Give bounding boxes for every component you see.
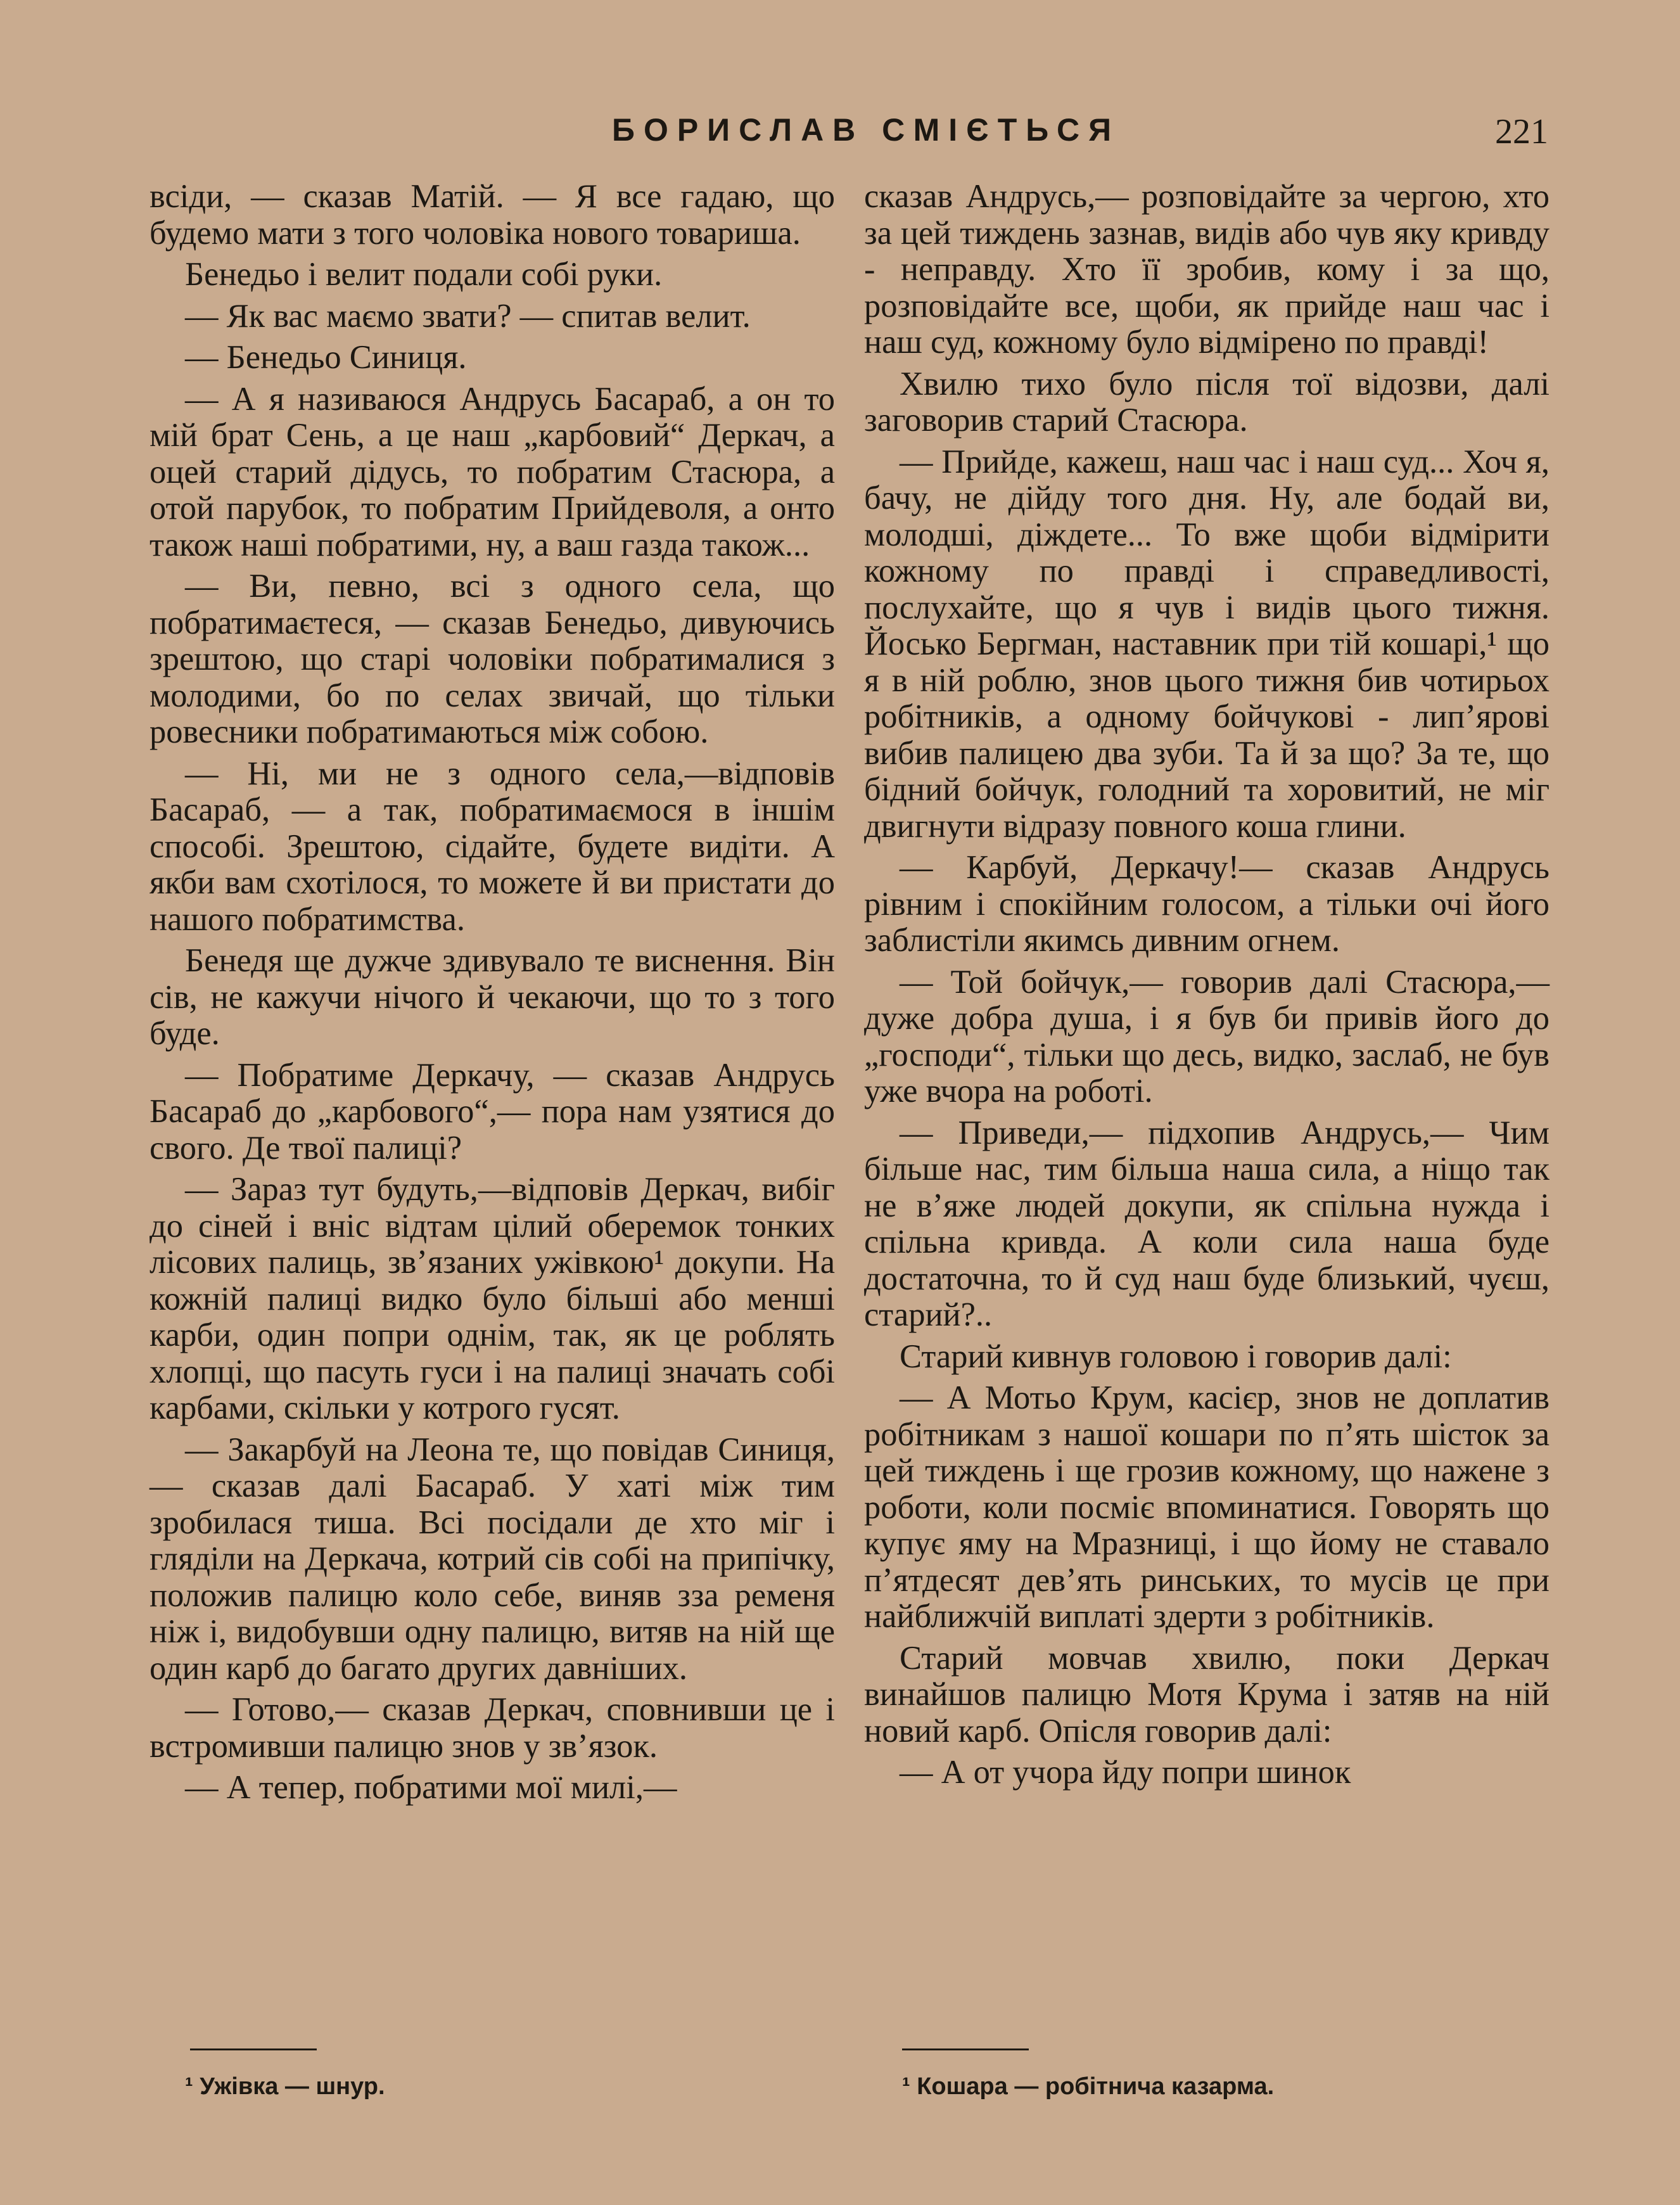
paragraph: — Карбуй, Деркачу!— сказав Андрусь рівним і спокійним голосом, а тільки очі його заблистіли якимсь дивним огнем. bbox=[864, 849, 1550, 959]
paragraph: Хвилю тихо було після тої відозви, далі заговорив старий Стасюра. bbox=[864, 365, 1550, 438]
paragraph: — А тепер, побратими мої милі,— bbox=[185, 1769, 677, 1806]
paragraph: — Бенедьо Синиця. bbox=[185, 339, 467, 376]
paragraph: сказав Андрусь,— розповідайте за чергою, хто за цей тиждень зазнав, видів або чув яку кривду - неправду. Хто її зробив, кому і за що, розповідайте все, щоби, як прийде наш час і наш суд, кожному було відмірено по правді! bbox=[864, 178, 1550, 361]
paragraph: Бенедьо і велит подали собі руки. bbox=[185, 256, 663, 293]
footnote-divider bbox=[902, 2048, 1029, 2050]
paragraph: — Той бойчук,— говорив далі Стасюра,— дуже добра душа, і я був би привів його до „господи“, тільки що десь, видко, заслаб, не був уже вчора на роботі. bbox=[864, 963, 1550, 1109]
paragraph: — Як вас маємо звати? — спитав велит. bbox=[185, 297, 751, 335]
paragraph: — Закарбуй на Леона те, що повідав Синиця,— сказав далі Басараб. У хаті між тим зробилася тиша. Всі посідали де хто міг і гляділи на Деркача, котрий сів собі на припічку, положив палицю коло себе, виняв зза ременя ніж і, видобувши одну палицю, витяв на ній ще один карб до багато других давніших. bbox=[150, 1431, 835, 1687]
paragraph: — А от учора йду попри шинок bbox=[900, 1754, 1351, 1791]
paragraph: — Готово,— сказав Деркач, сповнивши це і встромивши палицю знов у зв’язок. bbox=[150, 1691, 835, 1765]
paragraph: — Ви, певно, всі з одного села, що побратимаєтеся, — сказав Бенедьо, дивуючись зрештою, що старі чоловіки побратималися з молодими, бо по селах звичай, що тільки ровесники побратимаються між собою. bbox=[150, 568, 835, 750]
footnote-right: ¹ Кошара — робітнича казарма. bbox=[902, 2073, 1275, 2100]
paragraph: всіди, — сказав Матій. — Я все гадаю, що будемо мати з того чоловіка нового товариша. bbox=[150, 178, 835, 252]
page-header bbox=[150, 112, 1548, 162]
footnote-divider bbox=[190, 2048, 317, 2050]
footnote-left: ¹ Ужівка — шнур. bbox=[185, 2073, 385, 2100]
paragraph: — Зараз тут будуть,—відповів Деркач, вибіг до сіней і вніс відтам цілий оберемок тонких лісових палиць, зв’язаних ужівкою¹ докупи. На кожній палиці видко було більші або менші карби, один попри однім, так, як це роблять хлопці, що пасуть гуси і на палиці значать собі карбами, скільки у котрого гусят. bbox=[150, 1171, 835, 1426]
left-text-column bbox=[150, 179, 835, 1812]
running-title: БОРИСЛАВ СМІЄТЬСЯ bbox=[612, 112, 1121, 148]
paragraph: Старий кивнув головою і говорив далі: bbox=[900, 1338, 1452, 1375]
paragraph: — Ні, ми не з одного села,—відповів Басараб, — а так, побратимаємося в іншім способі. Зрештою, сідайте, будете видіти. А якби вам схотілося, то можете й ви пристати до нашого побратимства. bbox=[150, 755, 835, 938]
page-number: 221 bbox=[1495, 112, 1548, 151]
paragraph: — А я називаюся Андрусь Басараб, а он то мій брат Сень, а це наш „карбовий“ Деркач, а оцей старий дідусь, то побратим Стасюра, а отой парубок, то побратим Прийдеволя, а онто також наші побратими, ну, а ваш газда також... bbox=[150, 380, 835, 563]
paragraph: — Прийде, кажеш, наш час і наш суд... Хоч я, бачу, не дійду того дня. Ну, але бодай ви, молодші, діждете... То вже щоби відмірити кожному по правді і справедливості, послухайте, що я чув і видів цього тижня. Йосько Бергман, наставник при тій кошарі,¹ що я в ній роблю, знов цього тижня бив чотирьох робітників, а одному бойчукові - лип’ярові вибив палицею два зуби. Та й за що? За те, що бідний бойчук, голодний та хоровитий, не міг двигнути відразу повного коша глини. bbox=[864, 443, 1550, 845]
paragraph: Бенедя ще дужче здивувало те виснення. Він сів, не кажучи нічого й чекаючи, що то з того буде. bbox=[150, 942, 835, 1052]
paragraph: — Приведи,— підхопив Андрусь,— Чим більше нас, тим більша наша сила, а ніщо так не в’яже людей докупи, як спільна нужда і спільна кривда. А коли сила наша буде достаточна, то й суд наш буде близький, чуєш, старий?.. bbox=[864, 1114, 1550, 1333]
right-text-column bbox=[864, 179, 1550, 1796]
paragraph: Старий мовчав хвилю, поки Деркач винайшов палицю Мотя Крума і затяв на ній новий карб. Опісля говорив далі: bbox=[864, 1639, 1550, 1749]
paragraph: — Побратиме Деркачу, — сказав Андрусь Басараб до „карбового“,— пора нам узятися до свого. Де твої палиці? bbox=[150, 1056, 835, 1166]
paragraph: — А Мотьо Крум, касієр, знов не доплатив робітникам з нашої кошари по п’ять шісток за цей тиждень і ще грозив кожному, що нажене з роботи, коли посміє впоминатися. Говорять що купує яму на Мразниці, і що йому не ставало п’ятдесят дев’ять ринських, то мусів це при найближчій виплаті здерти з робітників. bbox=[864, 1379, 1550, 1635]
